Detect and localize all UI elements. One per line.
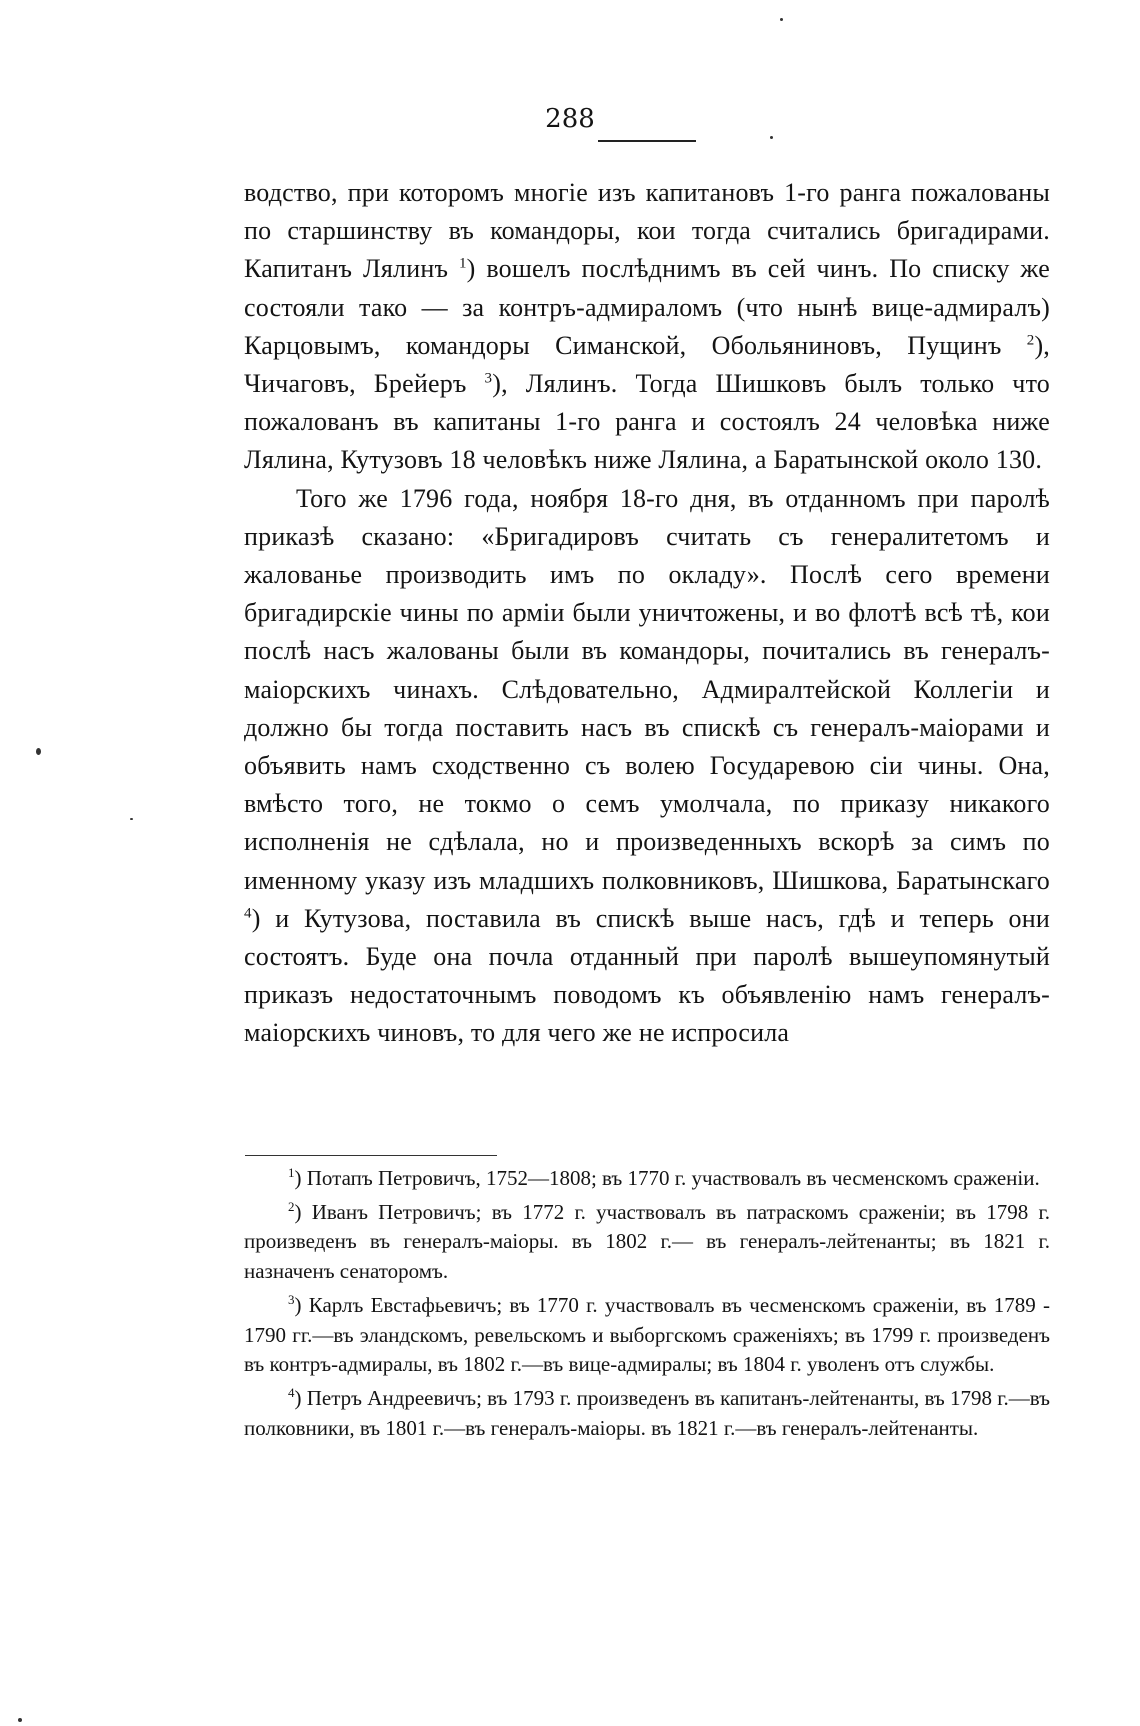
scan-speck: [780, 18, 783, 21]
paragraph-1-part-a: водство, при которомъ многіе изъ капитановъ 1-го ранга пожалованы по старшинству въ командоры, кои тогда считались бригадирами. Капитанъ Лялинъ: [244, 178, 1050, 284]
footnote-4: [244, 1384, 1050, 1443]
paragraph-1-part-d: ), Лялинъ. Тогда Шишковъ былъ только что пожалованъ въ капитаны 1-го ранга и состоялъ 24 человѣка ниже Лялина, Кутузовъ 18 человѣкъ ниже Лялина, а Баратынской около 130.: [244, 369, 1050, 475]
footnote-4-marker: 4: [288, 1384, 295, 1400]
page-number-rule: [598, 140, 696, 142]
scan-speck: [130, 818, 133, 820]
footnote-1: [244, 1164, 1050, 1194]
paragraph-1-part-c: ), Чичаговъ, Брейеръ: [244, 330, 1051, 399]
footnotes-divider: [245, 1155, 497, 1156]
footnote-2-marker: 2: [288, 1198, 295, 1214]
footnote-ref-1: 1: [458, 255, 467, 272]
footnotes: [244, 1164, 1050, 1443]
paragraph-2-part-b: ) и Кутузова, поставила въ спискѣ выше насъ, гдѣ и теперь они состоятъ. Буде она почла отданный при паролѣ вышеупомянутый приказъ недостаточнымъ поводомъ къ объявленію намъ генералъ-маіорскихъ чиновъ, то для чего же не испросила: [244, 903, 1050, 1048]
page-number: 288: [545, 104, 595, 134]
scan-speck: [36, 748, 41, 755]
paragraph-2: [244, 480, 1050, 1053]
main-text: [244, 174, 1050, 1053]
footnote-ref-2: 2: [1026, 332, 1035, 349]
footnote-2: [244, 1198, 1050, 1287]
paragraph-1: [244, 174, 1050, 480]
paragraph-1-part-b: ) вошелъ послѣднимъ въ сей чинъ. По списку же состояли тако — за контръ-адмираломъ (что нынѣ вице-адмиралъ) Карцовымъ, командоры Симанской, Обольяниновъ, Пущинъ: [244, 254, 1050, 360]
footnote-3-text: ) Карлъ Евстафьевичъ; въ 1770 г. участвовалъ въ чесменскомъ сраженіи, въ 1789 - 1790 гг.—въ эландскомъ, ревельскомъ и выборгскомъ сраженіяхъ; въ 1799 г. произведенъ въ контръ-адмиралы, въ 1802 г.—въ вице-адмиралы; въ 1804 г. уволенъ отъ службы.: [244, 1292, 1050, 1377]
footnote-ref-3: 3: [484, 370, 493, 387]
footnote-1-marker: 1: [288, 1165, 295, 1180]
footnote-4-text: ) Петръ Андреевичъ; въ 1793 г. произведенъ въ капитанъ-лейтенанты, въ 1798 г.—въ полковники, въ 1801 г.—въ генералъ-маіоры. въ 1821 г.—въ генералъ-лейтенанты.: [244, 1385, 1050, 1440]
footnote-ref-4: 4: [244, 905, 252, 922]
footnote-1-text: ) Потапъ Петровичъ, 1752—1808; въ 1770 г. участвовалъ въ чесменскомъ сраженіи.: [294, 1166, 1040, 1190]
footnote-3-marker: 3: [288, 1291, 295, 1307]
scan-speck: [18, 1718, 22, 1722]
paragraph-2-part-a: Того же 1796 года, ноября 18-го дня, въ отданномъ при паролѣ приказѣ сказано: «Бригадировъ считать съ генералитетомъ и жалованье производить имъ по окладу». Послѣ сего времени бригадирскіе чины по арміи были уничтожены, и во флотѣ всѣ тѣ, кои послѣ насъ жалованы были въ командоры, почитались въ генералъ-маіорскихъ чинахъ. Слѣдовательно, Адмиралтейской Коллегіи и должно бы тогда поставить насъ въ спискѣ съ генералъ-маіорами и объявить намъ сходственно съ волею Государевою сіи чины. Она, вмѣсто того, не токмо о семъ умолчала, по приказу никакого исполненія не сдѣлала, но и произведенныхъ вскорѣ за симъ по именному указу изъ младшихъ полковниковъ, Шишкова, Баратынскаго: [244, 483, 1050, 895]
scan-speck: [770, 136, 773, 139]
footnote-3: [244, 1291, 1050, 1380]
footnote-2-text: ) Иванъ Петровичъ; въ 1772 г. участвовалъ въ патраскомъ сраженіи; въ 1798 г. произведенъ въ генералъ-маіоры. въ 1802 г.— въ генералъ-лейтенанты; въ 1821 г. назначенъ сенаторомъ.: [244, 1199, 1050, 1284]
